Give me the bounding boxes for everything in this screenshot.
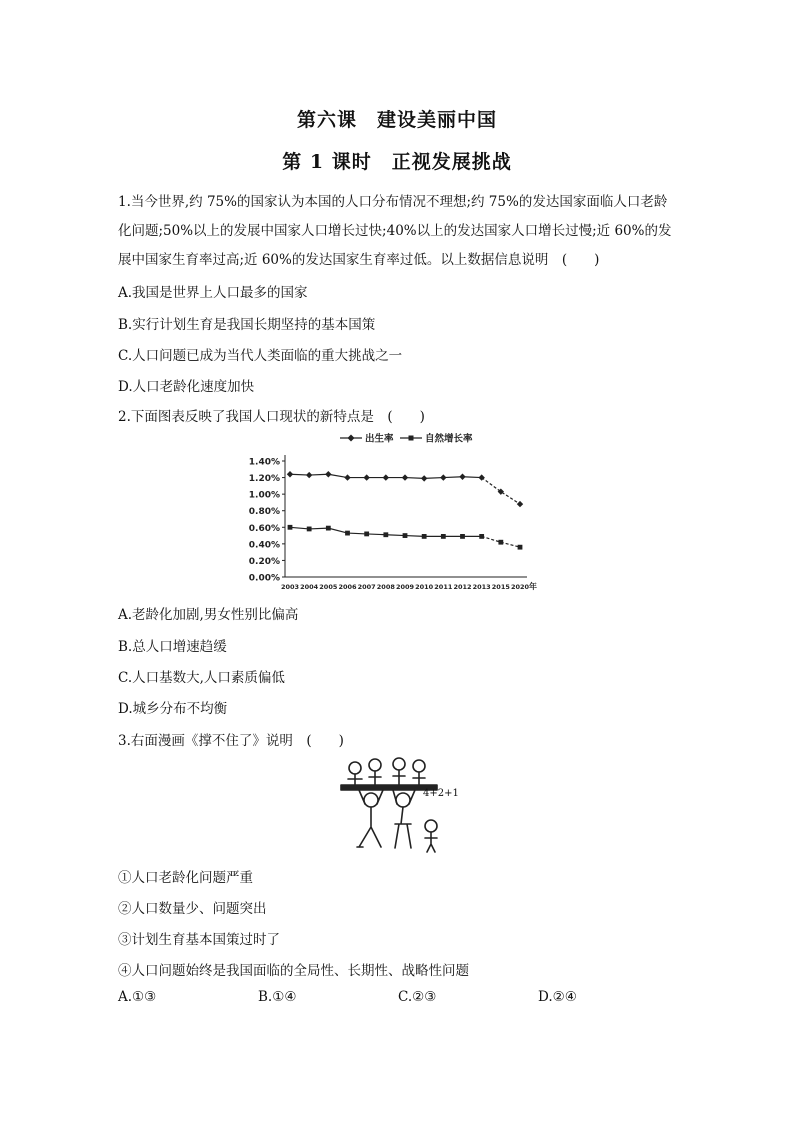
x-tick-label: 2011 xyxy=(434,583,453,591)
data-point xyxy=(325,471,331,477)
data-point xyxy=(364,532,369,537)
x-tick-label: 2006 xyxy=(338,583,357,591)
x-tick-label: 2003 xyxy=(280,583,300,591)
data-point xyxy=(518,545,523,550)
q3-option-c: C.②③ xyxy=(398,989,437,1005)
y-tick-label: 0.00% xyxy=(248,573,280,584)
data-point xyxy=(440,474,446,480)
q3-stem: 3.右面漫画《撑不住了》说明 ( ) xyxy=(118,733,344,749)
data-point xyxy=(479,534,484,539)
cartoon-label: 4+2+1 xyxy=(423,788,459,799)
data-point xyxy=(498,540,503,545)
q3-option-b: B.①④ xyxy=(258,989,297,1005)
q2-stem: 2.下面图表反映了我国人口现状的新特点是 ( ) xyxy=(118,409,425,425)
elder-figure-4 xyxy=(413,760,425,772)
data-point xyxy=(441,534,446,539)
legend-label: 出生率 xyxy=(365,433,394,445)
y-tick-label: 0.20% xyxy=(248,556,280,567)
mother-figure xyxy=(396,793,410,807)
cartoon-cant-hold-up xyxy=(335,752,465,857)
data-point xyxy=(383,474,389,480)
elder-figure-1 xyxy=(349,762,361,774)
y-tick-label: 0.80% xyxy=(248,507,280,518)
x-tick-label: 2008 xyxy=(376,583,395,591)
q1-option-b: B.实行计划生育是我国长期坚持的基本国策 xyxy=(118,317,376,333)
x-tick-label: 2015 xyxy=(491,583,510,591)
q1-stem-line-1: 1.当今世界,约 75%的国家认为本国的人口分布情况不理想;约 75%的发达国家面临人口老龄 xyxy=(118,194,668,210)
elder-figure-2 xyxy=(369,759,381,771)
population-line-chart xyxy=(240,428,560,596)
y-tick-label: 0.60% xyxy=(248,523,280,534)
data-point xyxy=(402,474,408,480)
x-tick-label: 2005 xyxy=(319,583,338,591)
data-point xyxy=(345,531,350,536)
x-tick-label: 2012 xyxy=(453,583,472,591)
data-point xyxy=(459,474,465,480)
lesson-title: 第六课 建设美丽中国 xyxy=(296,109,497,131)
child-figure xyxy=(425,820,437,832)
data-point xyxy=(517,501,523,507)
data-point xyxy=(383,532,388,537)
data-point xyxy=(288,525,293,530)
data-point xyxy=(460,534,465,539)
x-tick-label: 2010 xyxy=(415,583,434,591)
data-point xyxy=(344,474,350,480)
q3-statement-2: ②人口数量少、问题突出 xyxy=(118,901,267,917)
q3-option-a: A.①③ xyxy=(118,989,157,1005)
q3-statement-4: ④人口问题始终是我国面临的全局性、长期性、战略性问题 xyxy=(118,963,469,979)
q1-option-d: D.人口老龄化速度加快 xyxy=(118,379,255,395)
data-point xyxy=(403,533,408,538)
data-point xyxy=(287,471,293,477)
data-point xyxy=(307,527,312,532)
q3-option-d: D.②④ xyxy=(538,989,577,1005)
x-tick-label: 2007 xyxy=(357,583,376,591)
data-point xyxy=(326,526,331,531)
x-axis-label: 年 xyxy=(529,582,537,591)
father-figure xyxy=(364,793,378,807)
legend-label: 自然增长率 xyxy=(425,433,473,445)
y-tick-label: 1.40% xyxy=(248,457,280,468)
data-point xyxy=(306,472,312,478)
data-point xyxy=(478,474,484,480)
section-title: 第 1 课时 正视发展挑战 xyxy=(282,151,512,173)
data-point xyxy=(422,534,427,539)
q2-option-d: D.城乡分布不均衡 xyxy=(118,701,228,717)
data-point xyxy=(363,474,369,480)
q1-option-c: C.人口问题已成为当代人类面临的重大挑战之一 xyxy=(118,348,403,364)
x-tick-label: 2013 xyxy=(472,583,491,591)
legend-marker xyxy=(348,435,355,442)
data-point xyxy=(421,475,427,481)
q1-option-a: A.我国是世界上人口最多的国家 xyxy=(118,285,308,301)
q3-statement-1: ①人口老龄化问题严重 xyxy=(118,870,253,886)
q1-stem-line-2: 化问题;50%以上的发展中国家人口增长过快;40%以上的发达国家人口增长过慢;近 60%的发 xyxy=(118,223,672,239)
x-tick-label: 2009 xyxy=(395,583,415,591)
x-tick-label: 2004 xyxy=(300,583,319,591)
legend-marker xyxy=(409,436,414,441)
q2-option-a: A.老龄化加剧,男女性别比偏高 xyxy=(118,607,299,623)
y-tick-label: 0.40% xyxy=(248,540,280,551)
elder-figure-3 xyxy=(393,758,405,770)
q2-option-c: C.人口基数大,人口素质偏低 xyxy=(118,670,285,686)
q2-option-b: B.总人口增速趋缓 xyxy=(118,639,227,655)
q1-stem-line-3: 展中国家生育率过高;近 60%的发达国家生育率过低。以上数据信息说明 ( ) xyxy=(118,252,600,268)
y-tick-label: 1.20% xyxy=(248,474,280,485)
y-tick-label: 1.00% xyxy=(248,490,280,501)
q3-statement-3: ③计划生育基本国策过时了 xyxy=(118,932,280,948)
x-tick-label: 2020 xyxy=(510,583,530,591)
